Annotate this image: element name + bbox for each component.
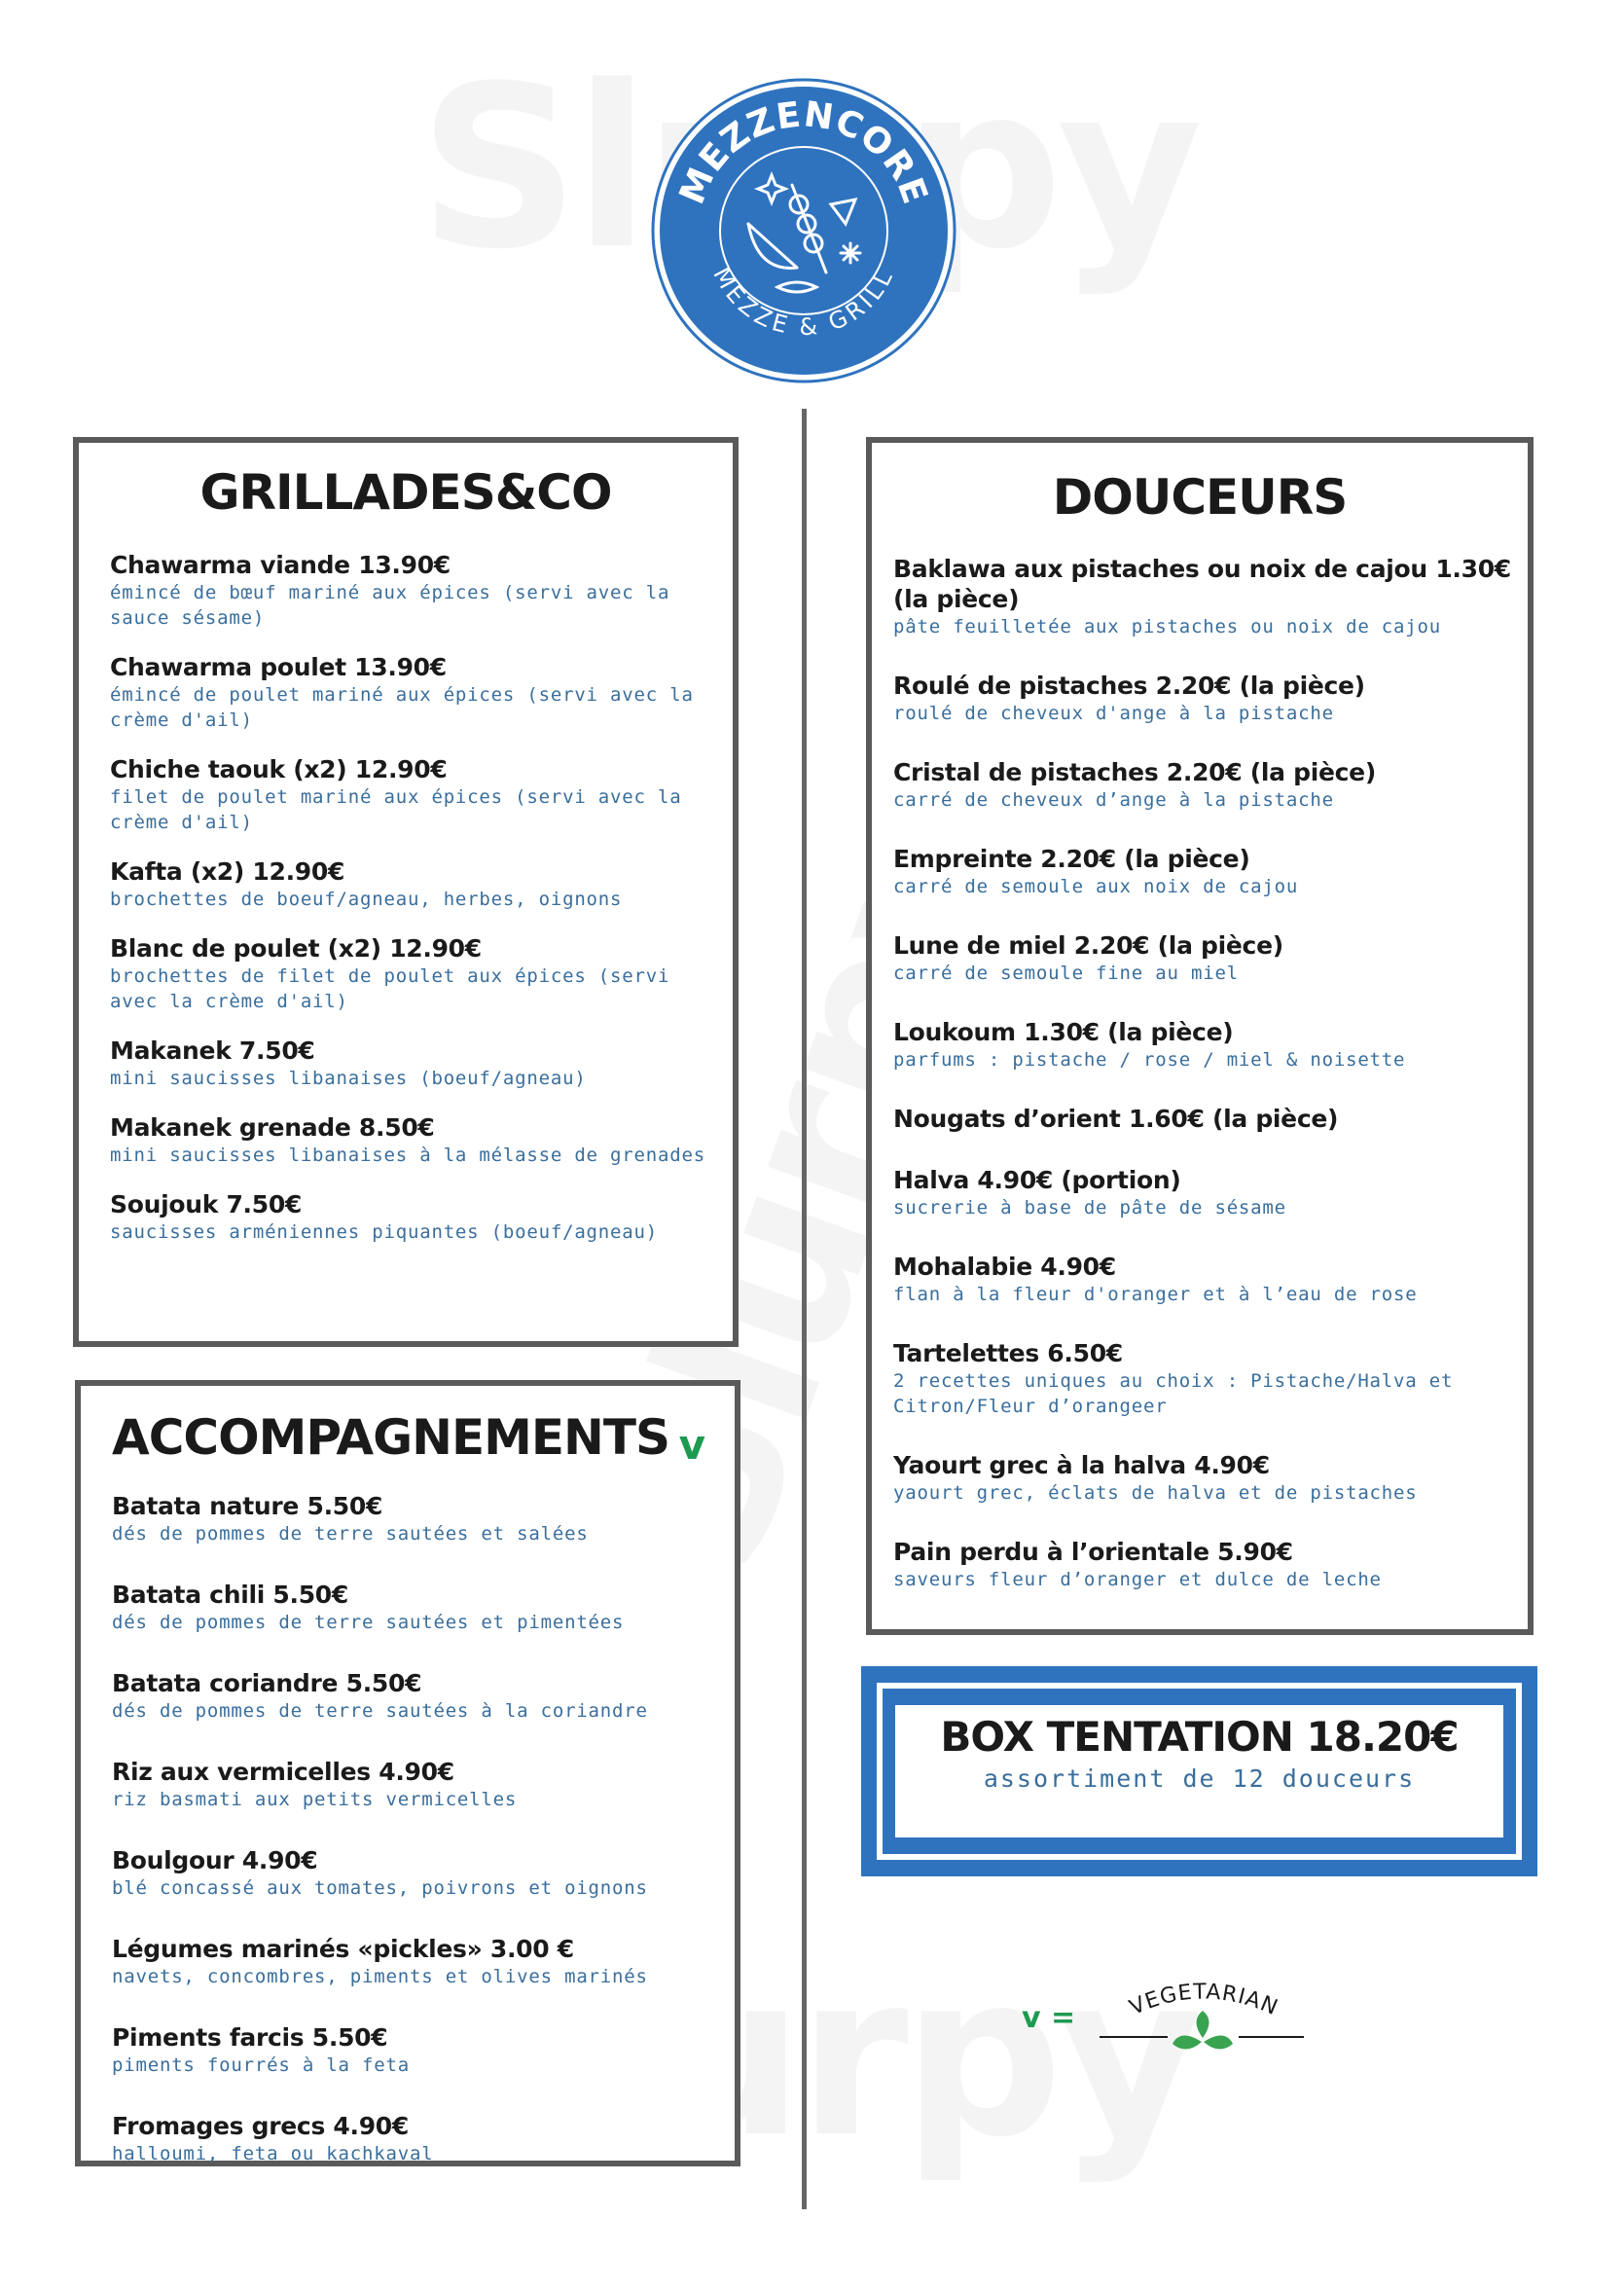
item-name: Nougats d’orient 1.60€ (la pièce) (893, 1105, 1339, 1133)
item-description: carré de semoule aux noix de cajou (893, 876, 1299, 897)
item-description: halloumi, feta ou kachkaval (112, 2143, 434, 2164)
grillades-list (110, 550, 713, 1266)
item-description: émincé de poulet mariné aux épices (servi avec la crème d'ail) (110, 684, 694, 731)
menu-item (110, 1189, 713, 1245)
menu-item (893, 554, 1518, 639)
item-description: filet de poulet mariné aux épices (servi avec la crème d'ail) (110, 786, 682, 833)
box-tentation-subtitle: assortiment de 12 douceurs (983, 1764, 1416, 1793)
item-name: Chiche taouk (x2) 12.90€ (110, 755, 448, 783)
item-description: mini saucisses libanaises à la mélasse de grenades (110, 1145, 705, 1166)
item-description: parfums : pistache / rose / miel & noisette (893, 1049, 1406, 1071)
menu-item (112, 1491, 715, 1546)
item-name: Légumes marinés «pickles» 3.00 € (112, 1935, 574, 1963)
accompagnements-list (112, 1491, 715, 2200)
item-name: Batata chili 5.50€ (112, 1581, 348, 1609)
box-tentation-banner (861, 1666, 1537, 1876)
item-description: navets, concombres, piments et olives marinés (112, 1966, 648, 1987)
item-description: flan à la fleur d'oranger et à l’eau de rose (893, 1284, 1418, 1305)
menu-item (893, 1252, 1518, 1307)
item-description: dés de pommes de terre sautées à la coriandre (112, 1700, 648, 1722)
item-name: Riz aux vermicelles 4.90€ (112, 1758, 454, 1786)
item-description: carré de semoule fine au miel (893, 963, 1239, 984)
item-name: Makanek grenade 8.50€ (110, 1113, 435, 1142)
item-name: Piments farcis 5.50€ (112, 2023, 388, 2052)
logo-name: MEZZENCORE (671, 94, 935, 210)
item-name: Tartelettes 6.50€ (893, 1339, 1123, 1367)
item-name: Makanek 7.50€ (110, 1036, 315, 1065)
menu-item (112, 2022, 715, 2078)
vegetarian-legend (1022, 1982, 1314, 2069)
douceurs-section (866, 437, 1534, 1635)
item-name: Boulgour 4.90€ (112, 1846, 318, 1874)
vegetarian-mark: v (678, 1421, 705, 1469)
box-tentation-title: BOX TENTATION 18.20€ (940, 1713, 1459, 1761)
item-name: Halva 4.90€ (portion) (893, 1166, 1181, 1194)
item-description: brochettes de filet de poulet aux épices (servi avec la crème d'ail) (110, 965, 670, 1012)
item-name: Lune de miel 2.20€ (la pièce) (893, 931, 1283, 960)
item-description: roulé de cheveux d'ange à la pistache (893, 703, 1334, 724)
item-description: saucisses arméniennes piquantes (boeuf/agneau) (110, 1221, 658, 1243)
vegetarian-badge (1095, 1982, 1309, 2069)
grillades-section (73, 437, 739, 1347)
menu-item (110, 933, 713, 1014)
item-name: Empreinte 2.20€ (la pièce) (893, 845, 1250, 873)
menu-item (112, 1757, 715, 1812)
menu-item (112, 1580, 715, 1635)
item-name: Yaourt grec à la halva 4.90€ (893, 1451, 1270, 1479)
item-description: mini saucisses libanaises (boeuf/agneau) (110, 1068, 587, 1089)
menu-item (893, 1338, 1518, 1419)
item-name: Fromages grecs 4.90€ (112, 2112, 409, 2140)
item-description: 2 recettes uniques au choix : Pistache/Halva et Citron/Fleur d’orangeer (893, 1370, 1454, 1417)
item-name: Soujouk 7.50€ (110, 1190, 303, 1218)
menu-item (112, 2111, 715, 2166)
legend-label: VEGETARIAN (1126, 1982, 1282, 2021)
item-description: dés de pommes de terre sautées et salées (112, 1523, 589, 1545)
menu-item (110, 550, 713, 631)
menu-item (893, 930, 1518, 986)
item-description: blé concassé aux tomates, poivrons et oignons (112, 1877, 648, 1899)
douceurs-list (893, 554, 1518, 1623)
grillades-title: GRILLADES&CO (199, 464, 612, 521)
item-description: yaourt grec, éclats de halva et de pistaches (893, 1482, 1418, 1504)
leaf-icon (1173, 2011, 1233, 2050)
accompagnements-title: ACCOMPAGNEMENTS (112, 1409, 670, 1466)
menu-item (110, 1036, 713, 1091)
item-description: sucrerie à base de pâte de sésame (893, 1197, 1286, 1218)
item-name: Kafta (x2) 12.90€ (110, 857, 345, 886)
banner-content (895, 1705, 1503, 1837)
menu-item (893, 671, 1518, 726)
item-description: pâte feuilletée aux pistaches ou noix de cajou (893, 616, 1441, 637)
item-name: Cristal de pistaches 2.20€ (la pièce) (893, 758, 1376, 786)
item-description: émincé de bœuf mariné aux épices (servi avec la sauce sésame) (110, 582, 670, 629)
menu-item (110, 652, 713, 733)
legend-symbol: v = (1022, 2001, 1076, 2035)
column-divider (802, 409, 807, 2209)
item-description: piments fourrés à la feta (112, 2055, 410, 2076)
menu-item (893, 1017, 1518, 1073)
menu-item (110, 754, 713, 835)
item-name: Blanc de poulet (x2) 12.90€ (110, 934, 482, 963)
item-name: Chawarma viande 13.90€ (110, 551, 451, 579)
item-description: brochettes de boeuf/agneau, herbes, oignons (110, 889, 623, 910)
item-name: Mohalabie 4.90€ (893, 1253, 1116, 1281)
item-name: Batata coriandre 5.50€ (112, 1669, 422, 1697)
menu-item (112, 1934, 715, 1989)
item-description: saveurs fleur d’oranger et dulce de leche (893, 1569, 1382, 1590)
item-name: Chawarma poulet 13.90€ (110, 653, 447, 681)
accompagnements-section (75, 1380, 740, 2166)
menu-item (112, 1845, 715, 1901)
item-name: Roulé de pistaches 2.20€ (la pièce) (893, 672, 1365, 700)
menu-item (110, 856, 713, 912)
item-name: Baklawa aux pistaches ou noix de cajou 1.30€ (la pièce) (893, 555, 1511, 613)
menu-item (112, 1668, 715, 1724)
logo-tagline: MEZZE & GRILL (707, 263, 900, 342)
item-description: carré de cheveux d’ange à la pistache (893, 789, 1334, 811)
mezzencore-logo (651, 78, 956, 383)
douceurs-title: DOUCEURS (1052, 469, 1348, 526)
item-description: dés de pommes de terre sautées et pimentées (112, 1612, 625, 1633)
menu-item (110, 1112, 713, 1168)
menu-item (893, 1450, 1518, 1506)
menu-item (893, 1165, 1518, 1220)
item-name: Batata nature 5.50€ (112, 1492, 383, 1520)
menu-item (893, 844, 1518, 899)
menu-item (893, 1104, 1518, 1134)
item-description: riz basmati aux petits vermicelles (112, 1789, 518, 1810)
item-name: Pain perdu à l’orientale 5.90€ (893, 1538, 1293, 1566)
menu-item (893, 1537, 1518, 1592)
item-name: Loukoum 1.30€ (la pièce) (893, 1018, 1234, 1046)
menu-item (893, 757, 1518, 813)
